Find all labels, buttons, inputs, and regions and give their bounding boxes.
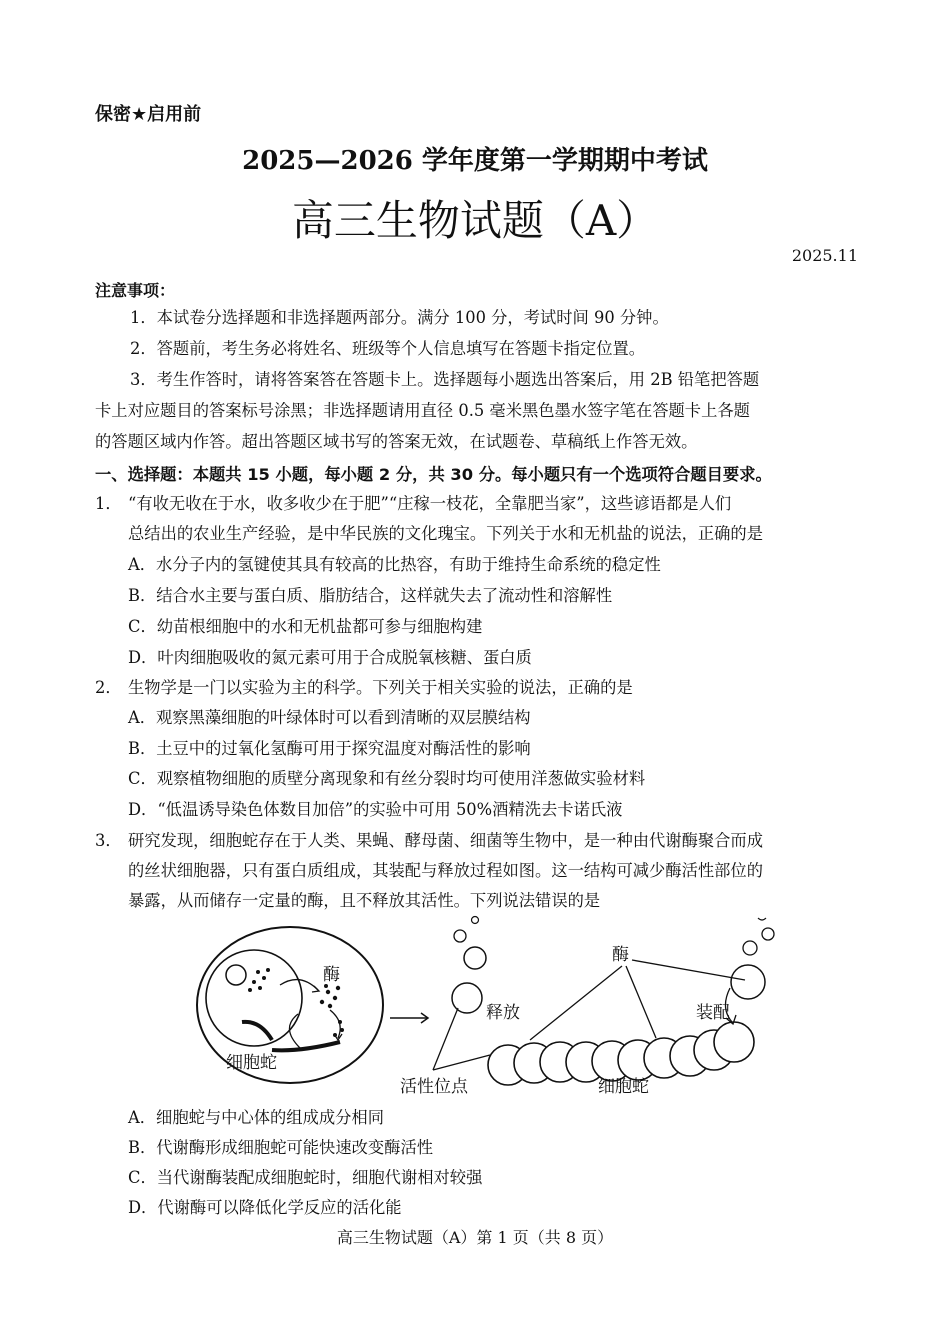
option: B．结合水主要与蛋白质、脂肪结合，这样就失去了流动性和溶解性 xyxy=(128,586,613,605)
arrow-back xyxy=(289,1014,300,1048)
question-number: 1． xyxy=(95,494,122,513)
notes-heading: 注意事项： xyxy=(95,281,176,300)
option: B．土豆中的过氧化氢酶可用于探究温度对酶活性的影响 xyxy=(128,739,531,758)
question-text: 的丝状细胞器，只有蛋白质组成，其装配与释放过程如图。这一结构可减少酶活性部位的 xyxy=(128,861,763,880)
note-item: 1．本试卷分选择题和非选择题两部分。满分 100 分，考试时间 90 分钟。 xyxy=(130,308,669,327)
option: C．观察植物细胞的质壁分离现象和有丝分裂时均可使用洋葱做实验材料 xyxy=(128,769,646,788)
question-text: 研究发现，细胞蛇存在于人类、果蝇、酵母菌、细菌等生物中，是一种由代谢酶聚合而成 xyxy=(128,831,763,850)
label-active-site: 活性位点 xyxy=(400,1077,468,1097)
label-cytoophidium-left: 细胞蛇 xyxy=(226,1053,277,1073)
note-item: 的答题区域内作答。超出答题区域书写的答案无效，在试题卷、草稿纸上作答无效。 xyxy=(95,432,698,451)
option: A．观察黑藻细胞的叶绿体时可以看到清晰的双层膜结构 xyxy=(128,708,531,727)
cytoophidium-diagram xyxy=(190,910,790,1105)
nucleus xyxy=(206,950,302,1046)
exam-title: 2025—2026 学年度第一学期期中考试 xyxy=(242,146,708,176)
question-text: 暴露，从而储存一定量的酶，且不释放其活性。下列说法错误的是 xyxy=(128,891,601,910)
note-item: 3．考生作答时，请将答案答在答题卡上。选择题每小题选出答案后，用 2B 铅笔把答题 xyxy=(130,370,760,389)
released-enzyme xyxy=(452,983,482,1013)
option: B．代谢酶形成细胞蛇可能快速改变酶活性 xyxy=(128,1138,434,1157)
label-enzyme-right: 酶 xyxy=(612,945,629,965)
question-text: 生物学是一门以实验为主的科学。下列关于相关实验的说法，正确的是 xyxy=(128,678,633,697)
note-item: 2．答题前，考生务必将姓名、班级等个人信息填写在答题卡指定位置。 xyxy=(130,339,646,358)
cytoophidium-chain xyxy=(488,1022,754,1085)
cell-outline xyxy=(197,927,383,1083)
label-assembly: 装配 xyxy=(696,1003,730,1023)
page-footer: 高三生物试题（A）第 1 页（共 8 页） xyxy=(336,1228,614,1247)
assembling-enzyme xyxy=(731,965,765,999)
nucleolus xyxy=(226,965,246,985)
option: A．水分子内的氢键使其具有较高的比热容，有助于维持生命系统的稳定性 xyxy=(128,555,661,574)
option: A．细胞蛇与中心体的组成成分相同 xyxy=(128,1108,384,1127)
question-number: 2． xyxy=(95,678,122,697)
question-text: “有收无收在于水，收多收少在于肥”“庄稼一枝花，全靠肥当家”，这些谚语都是人们 xyxy=(128,494,732,513)
option: D．叶肉细胞吸收的氮元素可用于合成脱氧核糖、蛋白质 xyxy=(128,648,532,667)
label-release: 释放 xyxy=(486,1003,520,1023)
cytoophidium-inner xyxy=(242,1022,272,1040)
cytoophidium-outer xyxy=(272,1042,340,1050)
label-cytoophidium-right: 细胞蛇 xyxy=(598,1077,649,1097)
subject-title: 高三生物试题（A） xyxy=(291,196,659,245)
confidential-mark: 保密★启用前 xyxy=(95,104,202,125)
label-enzyme-left: 酶 xyxy=(323,965,340,985)
option: D．代谢酶可以降低化学反应的活化能 xyxy=(128,1198,402,1217)
question-text: 总结出的农业生产经验，是中华民族的文化瑰宝。下列关于水和无机盐的说法，正确的是 xyxy=(128,524,763,543)
section-heading: 一、选择题：本题共 15 小题，每小题 2 分，共 30 分。每小题只有一个选项符合题目要求。 xyxy=(95,465,772,484)
option: D．“低温诱导染色体数目加倍”的实验中可用 50%酒精洗去卡诺氏液 xyxy=(128,800,623,819)
question-number: 3． xyxy=(95,831,122,850)
note-item: 卡上对应题目的答案标号涂黑；非选择题请用直径 0.5 毫米黑色墨水签字笔在答题卡上各题 xyxy=(95,401,750,420)
option: C．当代谢酶装配成细胞蛇时，细胞代谢相对较强 xyxy=(128,1168,483,1187)
exam-date: 2025.11 xyxy=(791,246,858,265)
option: C．幼苗根细胞中的水和无机盐都可参与细胞构建 xyxy=(128,617,483,636)
